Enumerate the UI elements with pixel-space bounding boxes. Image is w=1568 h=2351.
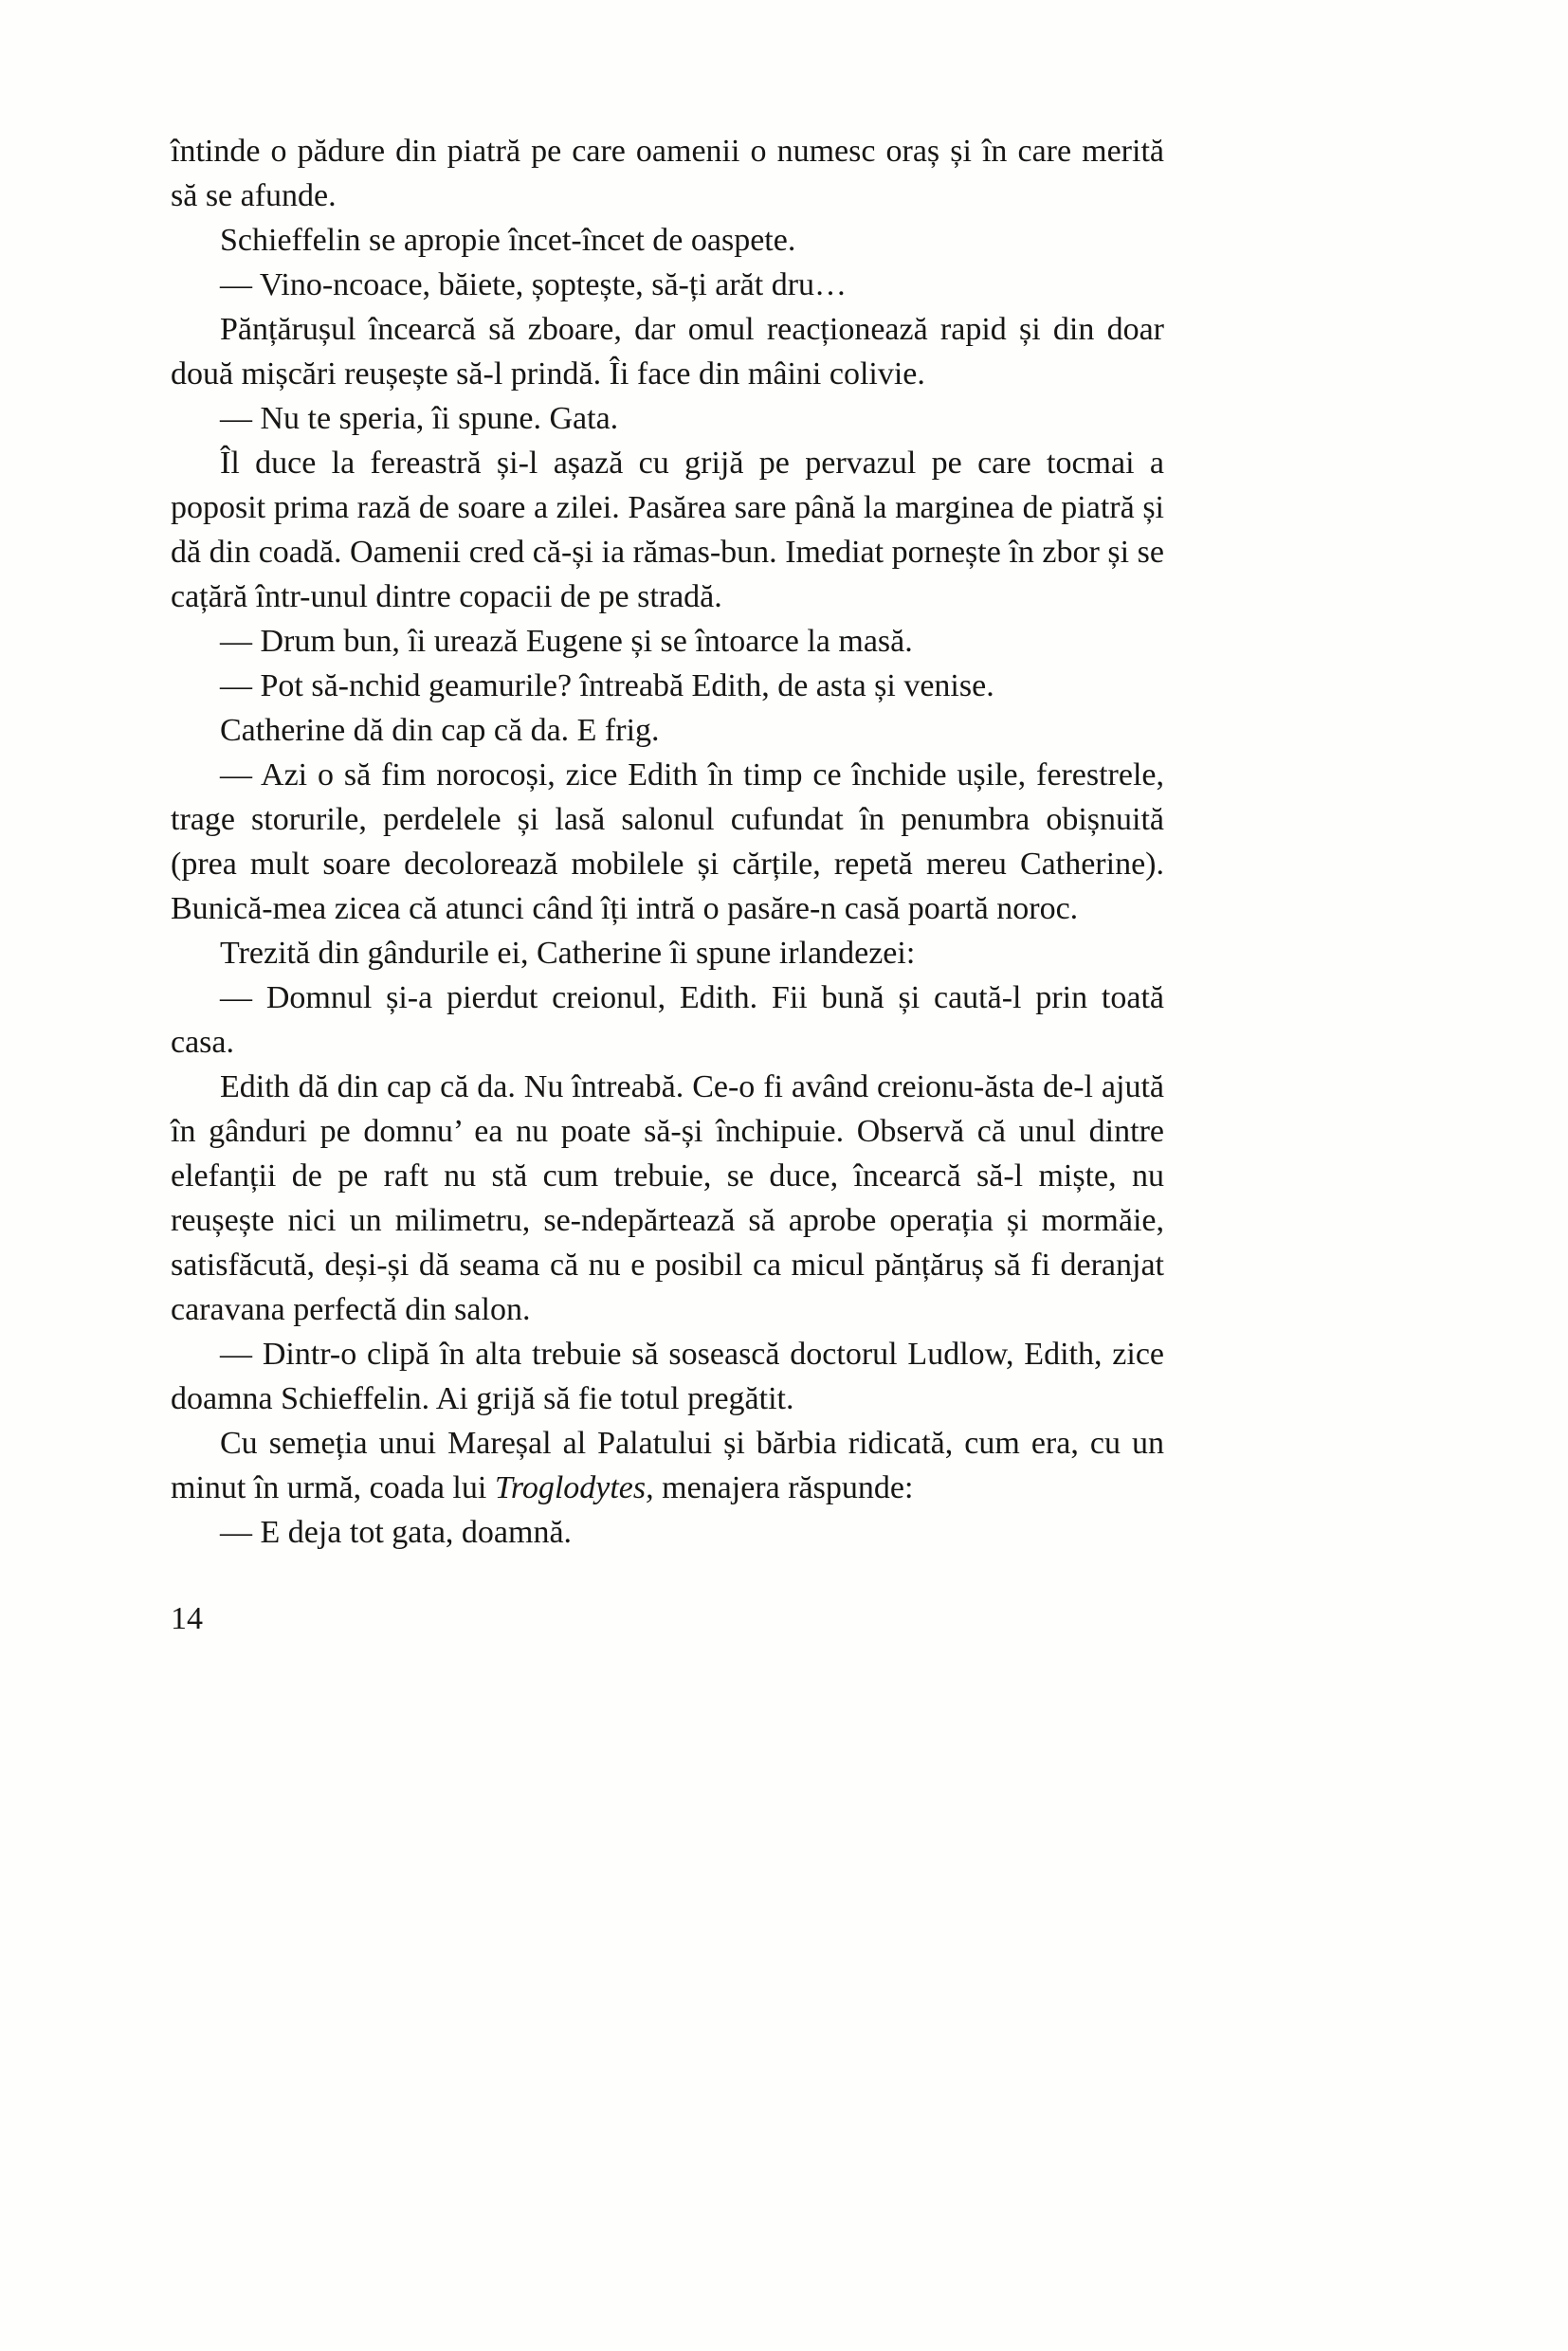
- species-name-italic: Troglodytes,: [494, 1470, 654, 1505]
- paragraph-text: Cu semeția unui Mareșal al Palatului și bărbia ridicată, cum era, cu un minut în urmă, coada lui: [171, 1426, 1164, 1505]
- dialogue-line: — Dintr-o clipă în alta trebuie să sosească doctorul Ludlow, Edith, zice doamna Schieffelin. Ai grijă să fie totul pregătit.: [171, 1337, 1164, 1416]
- paragraph: Catherine dă din cap că da. E frig.: [220, 713, 660, 748]
- paragraph: întinde o pădure din piatră pe care oamenii o numesc oraș și în care merită să se afunde.: [171, 134, 1164, 213]
- page-number: 14: [171, 1601, 203, 1636]
- dialogue-line: — Azi o să fim norocoși, zice Edith în timp ce închide ușile, ferestrele, trage storurile, perdelele și lasă salonul cufundat în penumbra obișnuită (prea mult soare decolorează mobilele și cărțile, repetă mereu Catherine). Bunică-mea zicea că atunci când îți intră o pasăre-n casă poartă noroc.: [171, 757, 1164, 926]
- paragraph: Îl duce la fereastră și-l așază cu grijă pe pervazul pe care tocmai a poposit prima rază de soare a zilei. Pasărea sare până la marginea de piatră și dă din coadă. Oamenii cred că-și ia rămas-bun. Imediat pornește în zbor și se cațără într-unul dintre copacii de pe stradă.: [171, 446, 1164, 614]
- dialogue-line: — E deja tot gata, doamnă.: [220, 1515, 573, 1550]
- dialogue-line: — Domnul și-a pierdut creionul, Edith. Fii bună și caută-l prin toată casa.: [171, 980, 1164, 1060]
- body-text: [171, 129, 1164, 1641]
- paragraph: Pănțărușul încearcă să zboare, dar omul reacționează rapid și din doar două mișcări reușește să-l prindă. Îi face din mâini colivie.: [171, 312, 1164, 392]
- dialogue-line: — Nu te speria, îi spune. Gata.: [220, 401, 619, 436]
- dialogue-line: — Vino-ncoace, băiete, șoptește, să-ți arăt dru…: [220, 267, 848, 302]
- dialogue-line: — Pot să-nchid geamurile? întreabă Edith, de asta și venise.: [220, 668, 994, 703]
- paragraph: [171, 1421, 1164, 1510]
- paragraph: Edith dă din cap că da. Nu întreabă. Ce-o fi având creionu-ăsta de-l ajută în gânduri pe domnu’ ea nu poate să-și închipuie. Observă că unul dintre elefanții de pe raft nu stă cum trebuie, se duce, încearcă să-l miște, nu reușește nici un milimetru, se-ndepărtează să aprobe operația și mormăie, satisfăcută, deși-și dă seama că nu e posibil ca micul pănțăruș să fi deranjat caravana perfectă din salon.: [171, 1069, 1164, 1327]
- paragraph: Schieffelin se apropie încet-încet de oaspete.: [220, 223, 796, 258]
- paragraph-text: menajera răspunde:: [653, 1470, 914, 1505]
- dialogue-line: — Drum bun, îi urează Eugene și se întoarce la masă.: [220, 624, 913, 659]
- paragraph: Trezită din gândurile ei, Catherine îi spune irlandezei:: [220, 936, 916, 971]
